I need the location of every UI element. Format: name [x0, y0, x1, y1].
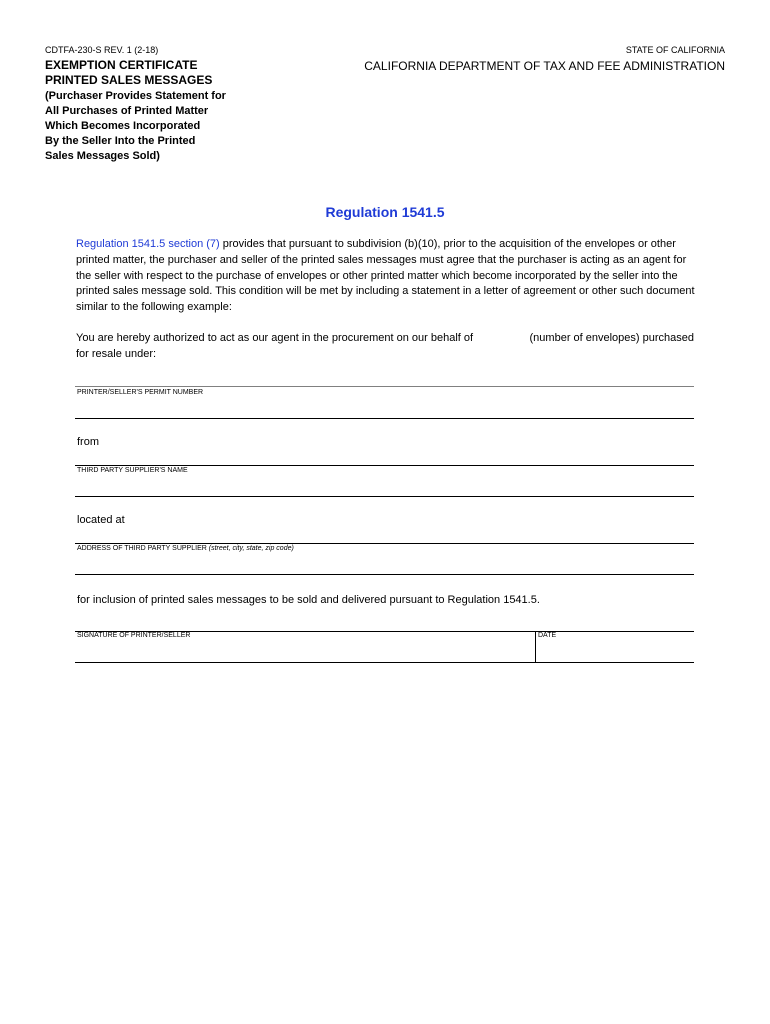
- divider: [75, 386, 694, 387]
- regulation-link[interactable]: Regulation 1541.5 section (7): [76, 238, 220, 250]
- supplier-address-label-text: ADDRESS OF THIRD PARTY SUPPLIER: [77, 545, 207, 552]
- closing-text: for inclusion of printed sales messages to be sold and delivered pursuant to Regulation 1541.5.: [77, 594, 540, 606]
- subtitle-line: By the Seller Into the Printed: [45, 135, 196, 147]
- supplier-name-label: THIRD PARTY SUPPLIER'S NAME: [77, 467, 188, 474]
- body-paragraph: [76, 237, 696, 316]
- supplier-address-field[interactable]: [135, 515, 698, 545]
- from-text: from: [77, 436, 99, 448]
- form-title-line2: PRINTED SALES MESSAGES: [45, 73, 213, 87]
- authorization-line2: for resale under:: [76, 347, 157, 360]
- regulation-heading: Regulation 1541.5: [325, 204, 445, 220]
- permit-number-field[interactable]: [75, 358, 698, 388]
- department-name: CALIFORNIA DEPARTMENT OF TAX AND FEE ADMINISTRATION: [364, 59, 725, 73]
- divider: [75, 418, 694, 419]
- supplier-address-label: [77, 545, 294, 552]
- divider: [75, 496, 694, 497]
- form-title: [45, 58, 285, 88]
- divider: [75, 543, 694, 544]
- supplier-name-field[interactable]: [110, 437, 698, 467]
- permit-number-label: PRINTER/SELLER'S PERMIT NUMBER: [77, 389, 204, 396]
- subtitle-line: Which Becomes Incorporated: [45, 120, 201, 132]
- form-title-line1: EXEMPTION CERTIFICATE: [45, 58, 198, 72]
- subtitle-line: Sales Messages Sold): [45, 150, 160, 162]
- supplier-address-hint: (street, city, state, zip code): [208, 545, 294, 552]
- divider: [75, 574, 694, 575]
- subtitle-line: (Purchaser Provides Statement for: [45, 90, 226, 102]
- divider: [75, 465, 694, 466]
- date-field[interactable]: [536, 642, 698, 672]
- state-name: STATE OF CALIFORNIA: [625, 45, 725, 55]
- subtitle-line: All Purchases of Printed Matter: [45, 105, 209, 117]
- authorization-line1: You are hereby authorized to act as our agent in the procurement on our behalf of: [76, 332, 474, 344]
- signature-label: SIGNATURE OF PRINTER/SELLER: [77, 632, 191, 639]
- envelopes-text: (number of envelopes) purchased: [529, 332, 694, 344]
- body-text: provides that pursuant to subdivision (b)(10), prior to the acquisition of the envelopes or other printed matter, the purchaser and seller of the printed sales messages must agree that the purchaser is acting as an agent for the seller with respect to the purchase of envelopes or other printed matter which become incorporated by the seller into the printed sales message sold. This condition will be met by including a statement in a letter of agreement or other such document similar to the following example:: [76, 238, 695, 314]
- date-label: DATE: [538, 632, 557, 639]
- form-number: CDTFA-230-S REV. 1 (2-18): [45, 45, 159, 55]
- located-at-text: located at: [77, 514, 125, 526]
- signature-field[interactable]: [75, 642, 539, 672]
- divider: [75, 662, 694, 663]
- form-subtitle: [45, 89, 265, 164]
